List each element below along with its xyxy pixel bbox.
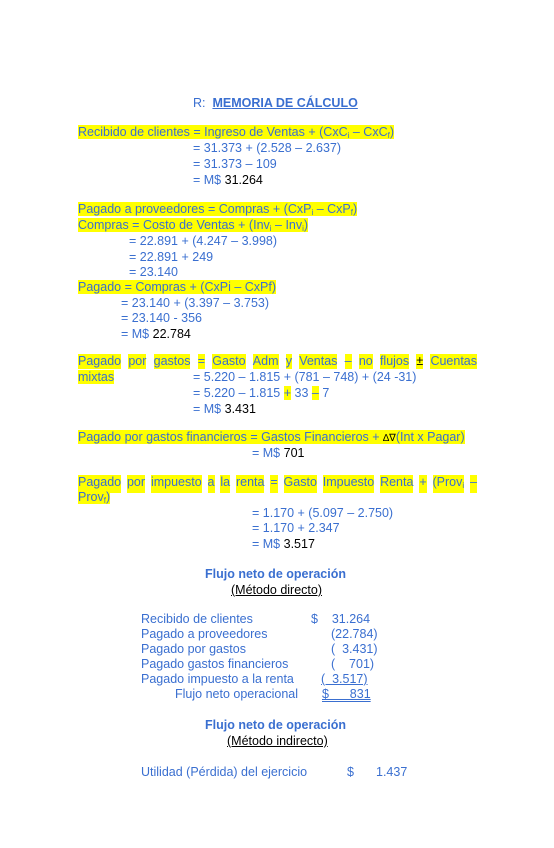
row-label: Pagado gastos financieros bbox=[141, 657, 289, 671]
word: = bbox=[270, 475, 277, 493]
word: Gasto bbox=[212, 354, 246, 368]
row-value: ( 3.517) bbox=[321, 672, 368, 686]
clientes-close: ) bbox=[389, 125, 394, 139]
word: (Prov bbox=[432, 475, 463, 489]
proveedores-line-5: = 23.140 bbox=[129, 265, 179, 279]
financieros-formula-text: Pagado por gastos financieros = Gastos Financieros + bbox=[78, 430, 380, 444]
gastos-33: 33 bbox=[294, 386, 309, 400]
proveedores-result-value: 22.784 bbox=[152, 327, 191, 341]
clientes-line-2: = 31.373 + (2.528 – 2.637) bbox=[193, 141, 342, 155]
pagado-compras-text: Pagado = Compras + (CxPi – CxPf) bbox=[78, 280, 276, 294]
directo-title: Flujo neto de operación bbox=[205, 567, 346, 581]
sub-i: i bbox=[302, 224, 304, 233]
clientes-formula-text: Recibido de clientes = Ingreso de Ventas + (CxC bbox=[78, 125, 348, 139]
word: Ventas bbox=[299, 354, 338, 368]
row-value: ( 701) bbox=[331, 657, 375, 671]
sub-i: i bbox=[462, 481, 465, 490]
proveedores-line-8: = 23.140 - 356 bbox=[121, 311, 202, 325]
impuesto-line-3: = 1.170 + (5.097 – 2.750) bbox=[252, 506, 394, 520]
sub-f: f bbox=[350, 208, 353, 217]
table-row bbox=[141, 657, 391, 672]
plus-minus-symbol: ± bbox=[416, 354, 424, 368]
gastos-plus: + bbox=[283, 386, 292, 400]
proveedores-close: ) bbox=[353, 202, 358, 216]
word: Pagado bbox=[78, 354, 122, 368]
total-label: Flujo neto operacional bbox=[175, 687, 298, 701]
word: Renta bbox=[380, 475, 413, 493]
clientes-minus: – CxC bbox=[349, 125, 388, 139]
word: – bbox=[470, 475, 477, 493]
gastos-result-value: 3.431 bbox=[224, 402, 256, 416]
impuesto-line-4: = 1.170 + 2.347 bbox=[252, 521, 340, 535]
prov-f-text: Prov bbox=[78, 490, 104, 504]
word: gastos bbox=[153, 354, 191, 368]
word: la bbox=[220, 475, 230, 493]
word: por bbox=[128, 354, 147, 368]
clientes-result-prefix: = M$ bbox=[193, 173, 222, 187]
word: flujos bbox=[379, 354, 410, 368]
impuesto-result bbox=[252, 537, 315, 552]
row-value: 1.437 bbox=[376, 765, 408, 779]
impuesto-close: ) bbox=[105, 490, 111, 504]
indirecto-subtitle: (Método indirecto) bbox=[227, 734, 328, 748]
table-row bbox=[141, 642, 391, 657]
row-label: Pagado impuesto a la renta bbox=[141, 672, 294, 686]
compras-formula-text: Compras = Costo de Ventas + (Inv bbox=[78, 218, 270, 232]
impuesto-result-value: 3.517 bbox=[283, 537, 315, 551]
gastos-result-prefix: = M$ bbox=[193, 402, 222, 416]
directo-table bbox=[141, 612, 391, 702]
impuesto-formula-line-1 bbox=[78, 475, 477, 493]
proveedores-result bbox=[121, 327, 191, 342]
word: a bbox=[208, 475, 215, 493]
gastos-formula-line-1 bbox=[78, 354, 477, 369]
word: Pagado bbox=[78, 475, 121, 493]
table-total-row bbox=[141, 687, 391, 702]
row-value: ( 3.431) bbox=[331, 642, 378, 656]
proveedores-line-7: = 23.140 + (3.397 – 3.753) bbox=[121, 296, 270, 310]
gastos-line-2: = 5.220 – 1.815 + (781 – 748) + (24 -31) bbox=[193, 370, 417, 384]
word: Gasto bbox=[284, 475, 317, 493]
row-label: Utilidad (Pérdida) del ejercicio bbox=[141, 765, 308, 779]
table-row bbox=[141, 627, 391, 642]
proveedores-result-prefix: = M$ bbox=[121, 327, 150, 341]
page-title: MEMORIA DE CÁLCULO bbox=[212, 96, 358, 110]
sub-f: f bbox=[387, 131, 390, 140]
sub-i: i bbox=[269, 224, 272, 233]
gastos-mixtas bbox=[78, 370, 114, 385]
financieros-result-prefix: = M$ bbox=[252, 446, 281, 460]
sub-i: i bbox=[347, 131, 350, 140]
word: Adm bbox=[252, 354, 279, 368]
proveedores-line-3: = 22.891 + (4.247 – 3.998) bbox=[129, 234, 278, 248]
word: Impuesto bbox=[323, 475, 374, 493]
word: impuesto bbox=[151, 475, 202, 493]
impuesto-line-2 bbox=[78, 490, 110, 508]
row-label: Pagado por gastos bbox=[141, 642, 246, 656]
word: + bbox=[419, 475, 426, 493]
clientes-line-3: = 31.373 – 109 bbox=[193, 157, 277, 171]
indirecto-row bbox=[141, 765, 421, 780]
compras-minus: – Inv bbox=[271, 218, 303, 232]
row-currency: $ bbox=[347, 765, 354, 779]
gastos-minus: – bbox=[311, 386, 319, 400]
row-value: (22.784) bbox=[331, 627, 378, 641]
pagado-compras-formula bbox=[78, 280, 276, 295]
delta-nabla-symbol: ∆∇ bbox=[383, 433, 396, 444]
word: Cuentas bbox=[430, 354, 477, 368]
proveedores-minus: – CxP bbox=[313, 202, 351, 216]
gastos-7: 7 bbox=[322, 386, 330, 400]
gastos-line-3-start: = 5.220 – 1.815 bbox=[193, 386, 281, 400]
sub-f: f bbox=[103, 496, 106, 505]
row-label: Pagado a proveedores bbox=[141, 627, 268, 641]
word: = bbox=[197, 354, 205, 368]
sub-i: i bbox=[311, 208, 314, 217]
clientes-result-value: 31.264 bbox=[224, 173, 263, 187]
financieros-formula bbox=[78, 430, 465, 446]
word: y bbox=[285, 354, 292, 368]
gastos-line-3 bbox=[193, 386, 329, 401]
word: no bbox=[358, 354, 373, 368]
impuesto-result-prefix: = M$ bbox=[252, 537, 281, 551]
heading-prefix: R: bbox=[193, 96, 206, 110]
indirecto-title: Flujo neto de operación bbox=[205, 718, 346, 732]
directo-subtitle: (Método directo) bbox=[231, 583, 323, 597]
word: – bbox=[344, 354, 352, 368]
heading bbox=[193, 96, 358, 111]
gastos-result bbox=[193, 402, 256, 417]
row-label: Recibido de clientes bbox=[141, 612, 253, 626]
row-value: $ 31.264 bbox=[311, 612, 371, 626]
proveedores-line-4: = 22.891 + 249 bbox=[129, 250, 214, 264]
word: por bbox=[127, 475, 145, 493]
table-row bbox=[141, 612, 391, 627]
mixtas-word: mixtas bbox=[78, 370, 115, 384]
table-row bbox=[141, 672, 391, 687]
proveedores-formula-text: Pagado a proveedores = Compras + (CxP bbox=[78, 202, 312, 216]
clientes-result bbox=[193, 173, 263, 188]
financieros-result bbox=[252, 446, 304, 461]
compras-close: ) bbox=[303, 218, 309, 232]
word: renta bbox=[236, 475, 265, 493]
financieros-formula-end: (Int x Pagar) bbox=[395, 430, 465, 444]
total-value: $ 831 bbox=[322, 687, 371, 701]
financieros-result-value: 701 bbox=[283, 446, 305, 460]
